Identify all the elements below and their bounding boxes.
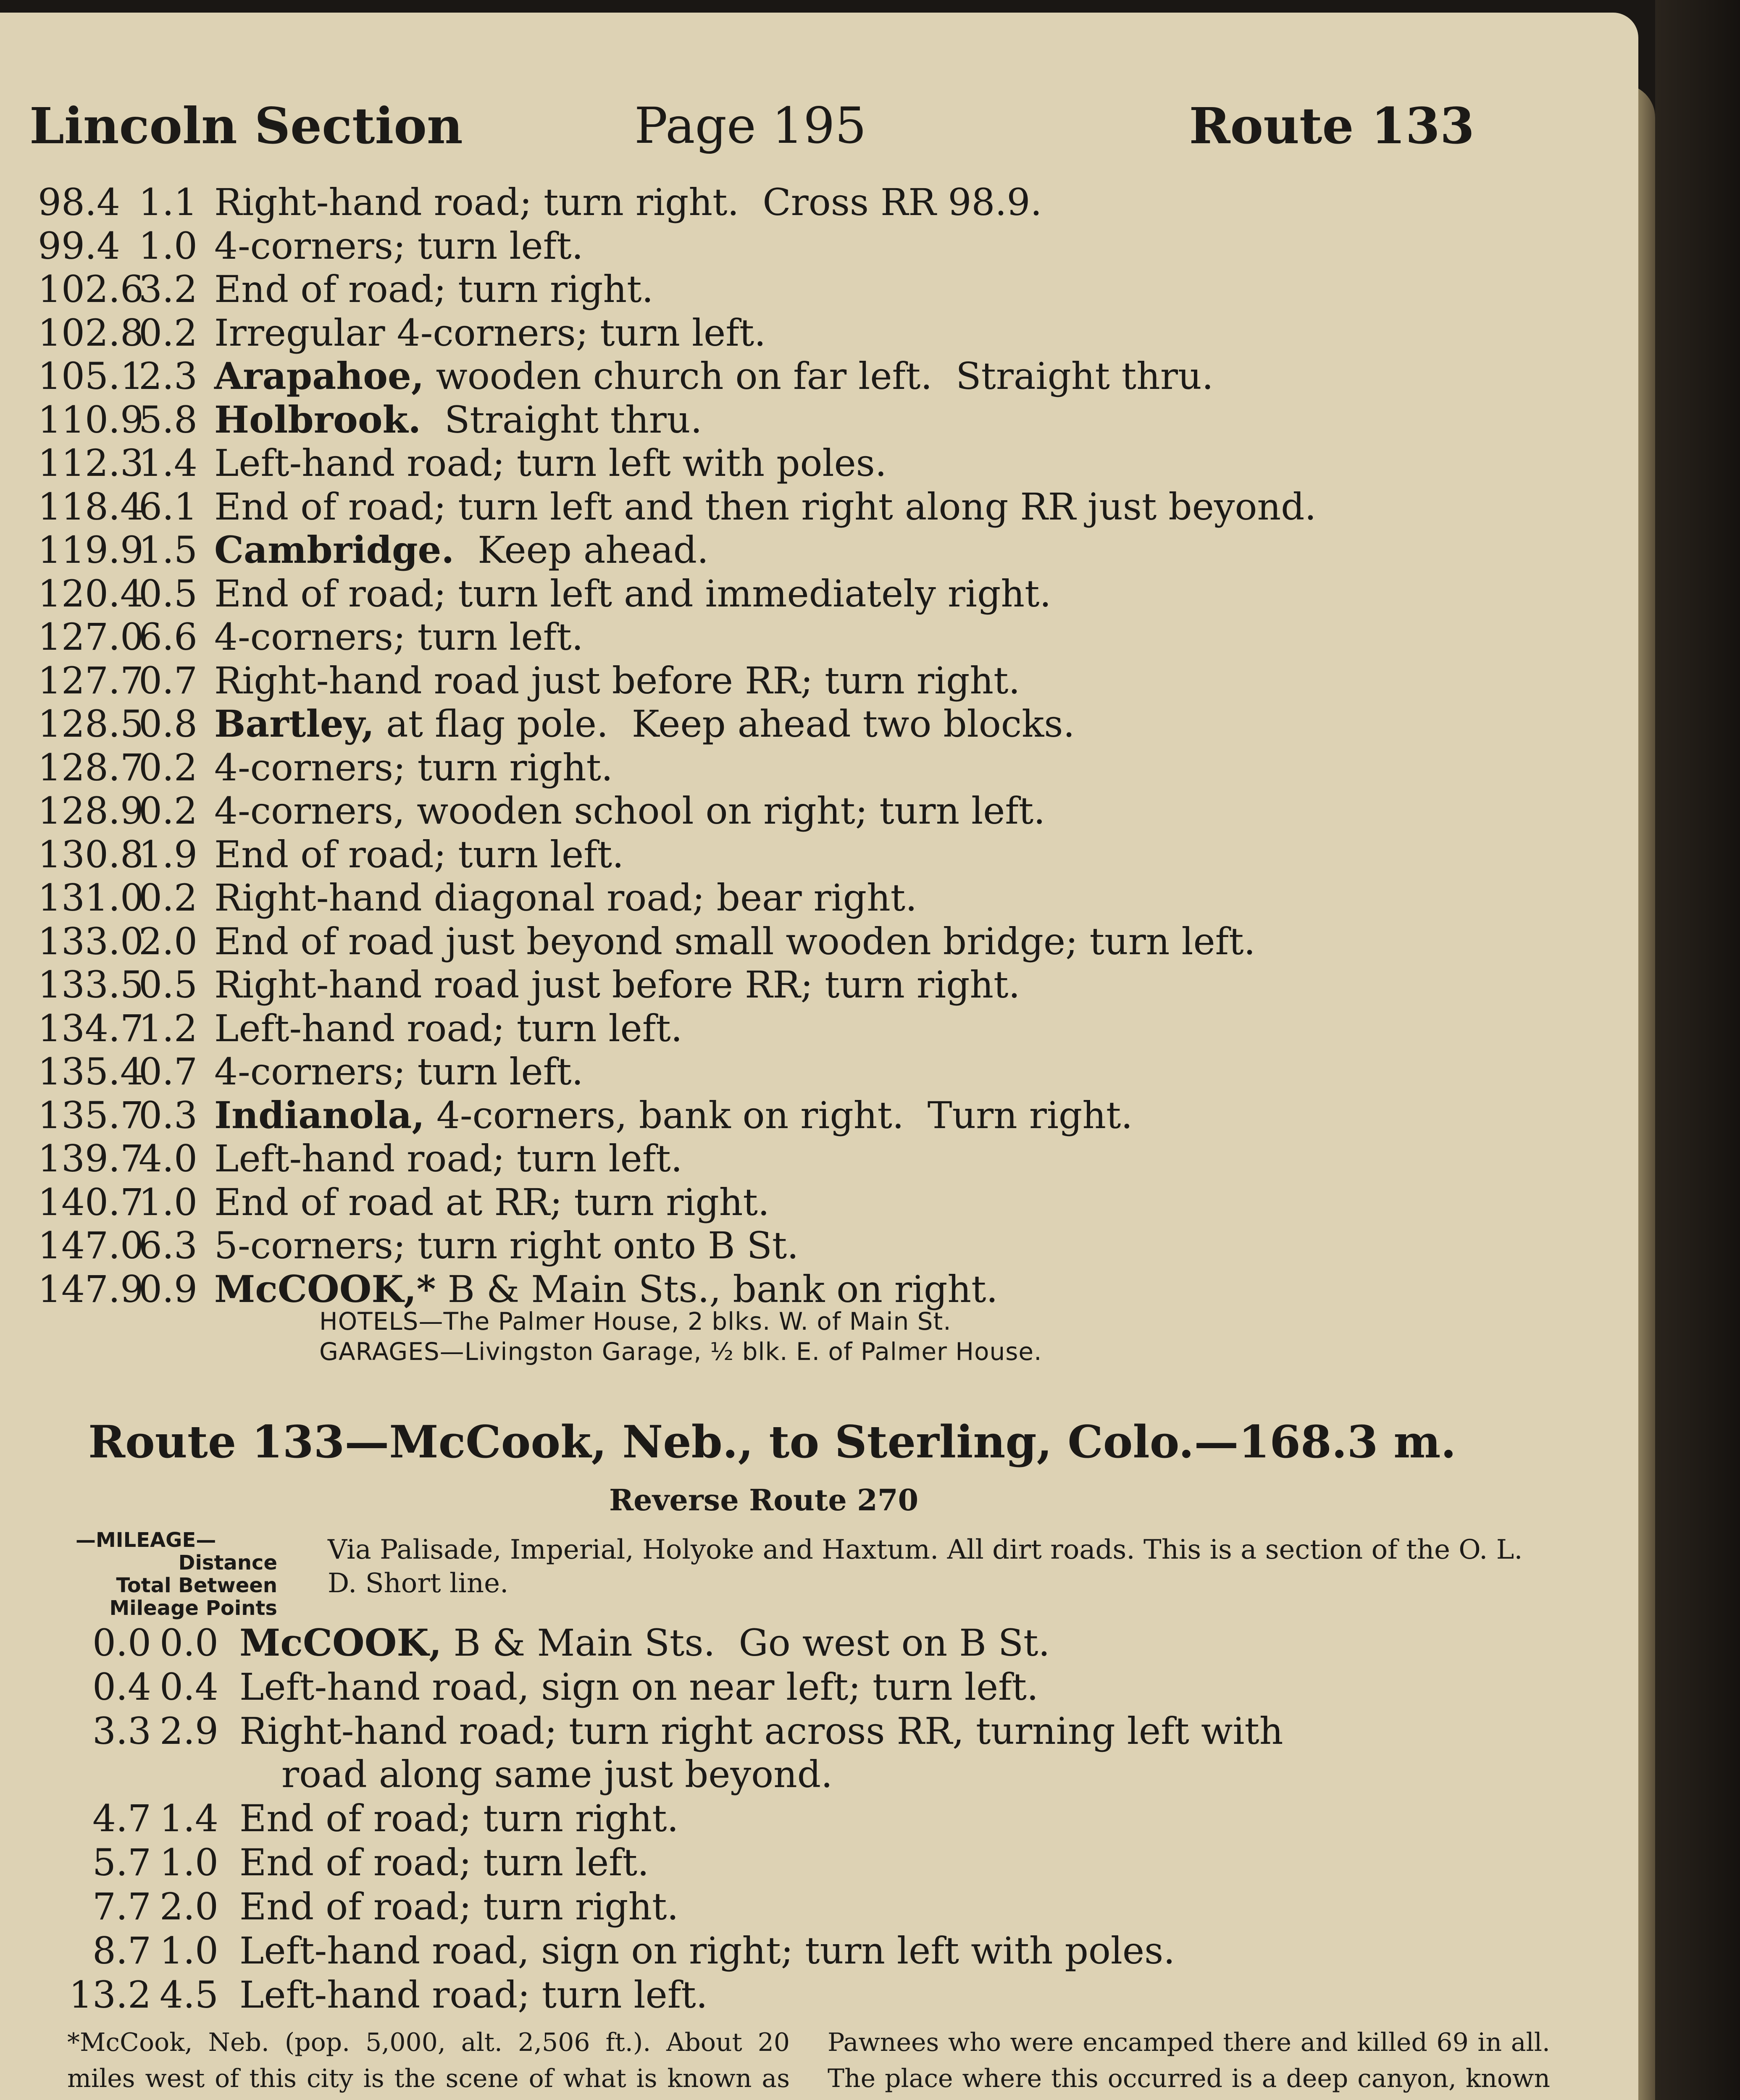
total-mileage: 110.9 — [38, 398, 144, 441]
direction-text: 4-corners, bank on right. Turn right. — [424, 1093, 1133, 1137]
route-line — [38, 659, 1020, 702]
distance-mileage: 0.2 — [139, 311, 197, 354]
total-mileage: 139.7 — [38, 1137, 144, 1180]
route-133-line — [50, 1797, 679, 1840]
distance-mileage: 3.2 — [139, 268, 197, 311]
direction-text: End of road; turn left and then right along RR just beyond. — [214, 485, 1317, 528]
distance-mileage: 1.2 — [139, 1006, 197, 1050]
direction-text: Right-hand road; turn right. Cross RR 98.9. — [214, 181, 1042, 224]
place-name: Bartley, — [214, 702, 375, 746]
direction-continuation: road along same just beyond. — [281, 1753, 833, 1796]
reverse-route: Reverse Route 270 — [609, 1483, 919, 1517]
distance-mileage: 0.4 — [160, 1665, 218, 1709]
total-mileage: 130.8 — [38, 832, 144, 876]
distance-mileage: 0.5 — [139, 572, 197, 615]
direction-text: End of road; turn right. — [239, 1885, 679, 1928]
direction-text: 5-corners; turn right onto B St. — [214, 1224, 799, 1267]
distance-mileage: 6.6 — [139, 615, 197, 659]
total-mileage: 7.7 — [92, 1885, 151, 1928]
route-133-line — [50, 1973, 708, 2016]
direction-text: Left-hand road; turn left. — [214, 1006, 683, 1050]
route-line — [38, 1050, 584, 1093]
place-name: McCOOK, — [239, 1621, 442, 1664]
book-cover-edge — [1655, 0, 1740, 2100]
total-mileage: 5.7 — [92, 1841, 151, 1884]
route-line — [38, 398, 702, 441]
distance-mileage: 0.7 — [139, 1050, 197, 1093]
total-mileage: 128.5 — [38, 702, 144, 746]
route-line — [38, 920, 1256, 963]
place-name: Cambridge. — [214, 528, 455, 572]
direction-text: End of road; turn left and immediately right. — [214, 572, 1051, 615]
route-line — [38, 1181, 770, 1224]
total-mileage: 8.7 — [92, 1929, 151, 1972]
distance-mileage: 1.9 — [139, 832, 197, 876]
direction-text: End of road; turn left. — [239, 1841, 649, 1884]
total-mileage: 140.7 — [38, 1180, 144, 1224]
route-line — [38, 1268, 998, 1311]
route-heading: Route 133—McCook, Neb., to Sterling, Colo.—168.3 m. — [88, 1415, 1456, 1468]
mileage-label: —MILEAGE— — [76, 1528, 216, 1552]
route-line — [38, 572, 1051, 615]
direction-text: B & Main Sts., bank on right. — [436, 1267, 998, 1311]
mileage-points-label: Mileage Points — [109, 1596, 277, 1620]
total-mileage: 135.4 — [38, 1050, 144, 1093]
direction-text: Right-hand road; turn right across RR, turning left with — [239, 1709, 1283, 1753]
distance-mileage: 2.3 — [139, 354, 197, 398]
total-mileage: 119.9 — [38, 528, 144, 572]
total-mileage: 147.9 — [38, 1267, 144, 1311]
total-mileage: 120.4 — [38, 572, 144, 615]
route-description: Via Palisade, Imperial, Holyoke and Haxtum. All dirt roads. This is a section of the O. L. D. Short line. — [328, 1534, 1523, 1599]
route-line — [38, 224, 584, 268]
total-mileage: 127.0 — [38, 615, 144, 659]
direction-text: Left-hand road, sign on right; turn left with poles. — [239, 1929, 1175, 1972]
distance-mileage: 1.5 — [139, 528, 197, 572]
place-name: Indianola, — [214, 1093, 425, 1137]
direction-text: End of road; turn right. — [239, 1797, 679, 1840]
distance-mileage: 1.0 — [139, 1180, 197, 1224]
distance-mileage: 0.2 — [139, 789, 197, 832]
route-133-line — [50, 1621, 1050, 1664]
total-mileage: 98.4 — [38, 181, 120, 224]
direction-text: B & Main Sts. Go west on B St. — [442, 1621, 1050, 1664]
distance-mileage: 0.5 — [139, 963, 197, 1006]
total-mileage: 105.1 — [38, 354, 144, 398]
total-mileage: 3.3 — [92, 1709, 151, 1753]
direction-text: Right-hand road just before RR; turn right. — [214, 659, 1020, 702]
total-mileage: 134.7 — [38, 1006, 144, 1050]
direction-text: 4-corners; turn left. — [214, 615, 584, 659]
route-line — [38, 1094, 1133, 1137]
total-mileage: 147.0 — [38, 1224, 144, 1267]
direction-text: 4-corners, wooden school on right; turn left. — [214, 789, 1046, 832]
section-title: Lincoln Section — [29, 97, 463, 155]
route-line — [38, 268, 654, 311]
distance-mileage: 1.0 — [139, 224, 197, 268]
distance-mileage: 0.8 — [139, 702, 197, 746]
distance-mileage: 2.9 — [160, 1709, 218, 1753]
total-mileage: 128.9 — [38, 789, 144, 832]
route-line — [38, 1224, 799, 1267]
distance-mileage: 0.2 — [139, 746, 197, 789]
total-mileage: 102.6 — [38, 268, 144, 311]
total-mileage: 0.0 — [92, 1621, 151, 1664]
mccook-note-right: Pawnees who were encamped there and killed 69 in all. The place where this occurred is a deep canyon, known — [828, 2028, 1550, 2093]
total-mileage: 133.0 — [38, 919, 144, 963]
distance-mileage: 6.1 — [139, 485, 197, 528]
route-line — [38, 746, 613, 789]
route-line — [38, 354, 1214, 398]
direction-text: Left-hand road, sign on near left; turn left. — [239, 1665, 1038, 1709]
distance-mileage: 2.0 — [139, 919, 197, 963]
route-line — [38, 485, 1316, 528]
total-mileage: 102.8 — [38, 311, 144, 354]
total-mileage: 99.4 — [38, 224, 120, 268]
route-line — [38, 615, 584, 659]
direction-text: End of road just beyond small wooden bridge; turn left. — [214, 919, 1256, 963]
route-line — [38, 1137, 683, 1180]
distance-mileage: 2.0 — [160, 1885, 218, 1928]
distance-mileage: 0.7 — [139, 659, 197, 702]
route-133-line — [50, 1709, 1283, 1796]
total-mileage: 4.7 — [92, 1797, 151, 1840]
distance-mileage: 0.0 — [160, 1621, 218, 1664]
garages-line: GARAGES—Livingston Garage, ½ blk. E. of Palmer House. — [319, 1337, 1042, 1366]
route-line — [38, 833, 624, 876]
direction-text: End of road; turn left. — [214, 832, 624, 876]
route-line — [38, 441, 887, 485]
total-mileage: 135.7 — [38, 1093, 144, 1137]
direction-text: Left-hand road; turn left. — [214, 1137, 683, 1180]
mileage-legend — [59, 1529, 277, 1620]
distance-mileage: 4.0 — [139, 1137, 197, 1180]
direction-text: Straight thru. — [421, 398, 702, 441]
direction-text: 4-corners; turn left. — [214, 224, 584, 268]
total-mileage: 128.7 — [38, 746, 144, 789]
direction-text: 4-corners; turn right. — [214, 746, 613, 789]
distance-mileage: 5.8 — [139, 398, 197, 441]
direction-text: wooden church on far left. Straight thru. — [424, 354, 1214, 398]
route-line — [38, 1007, 683, 1050]
distance-mileage: 6.3 — [139, 1224, 197, 1267]
route-number: Route 133 — [1189, 97, 1475, 155]
distance-mileage: 0.2 — [139, 876, 197, 919]
distance-mileage: 1.0 — [160, 1841, 218, 1884]
distance-mileage: 0.3 — [139, 1093, 197, 1137]
page-header — [29, 97, 1475, 164]
direction-text: Right-hand diagonal road; bear right. — [214, 876, 917, 919]
direction-text: at flag pole. Keep ahead two blocks. — [374, 702, 1075, 746]
route-line — [38, 789, 1045, 832]
route-line — [38, 963, 1020, 1006]
direction-text: Irregular 4-corners; turn left. — [214, 311, 766, 354]
place-name: Arapahoe, — [214, 354, 424, 398]
total-mileage: 0.4 — [92, 1665, 151, 1709]
direction-text: Left-hand road; turn left with poles. — [214, 441, 887, 485]
place-name: McCOOK,* — [214, 1267, 436, 1311]
total-mileage: 133.5 — [38, 963, 144, 1006]
distance-mileage: 1.4 — [139, 441, 197, 485]
total-mileage: 112.3 — [38, 441, 144, 485]
page-number: Page 195 — [634, 97, 867, 155]
hotels-line: HOTELS—The Palmer House, 2 blks. W. of Main St. — [319, 1307, 951, 1336]
route-line — [38, 528, 709, 572]
total-mileage: 118.4 — [38, 485, 144, 528]
route-133-line — [50, 1841, 649, 1884]
route-line — [38, 702, 1075, 746]
total-mileage: 131.0 — [38, 876, 144, 919]
place-name: Holbrook. — [214, 397, 421, 441]
distance-mileage: 1.1 — [139, 181, 197, 224]
route-line — [38, 311, 766, 354]
route-133-line — [50, 1885, 679, 1928]
route-line — [38, 181, 1042, 224]
route-133-line — [50, 1929, 1175, 1972]
book-page — [0, 13, 1638, 2100]
route-133-line — [50, 1665, 1038, 1709]
distance-mileage: 4.5 — [160, 1973, 218, 2016]
direction-text: End of road at RR; turn right. — [214, 1180, 770, 1224]
direction-text: 4-corners; turn left. — [214, 1050, 584, 1093]
distance-mileage: 1.4 — [160, 1797, 218, 1840]
direction-text: Keep ahead. — [454, 528, 709, 572]
route-line — [38, 876, 917, 919]
hotels-garages-info — [319, 1306, 1042, 1367]
total-mileage: 127.7 — [38, 659, 144, 702]
total-between-label: Total Between — [116, 1574, 277, 1597]
direction-text: Right-hand road just before RR; turn right. — [214, 963, 1020, 1006]
total-mileage: 13.2 — [69, 1973, 151, 2016]
direction-text: Left-hand road; turn left. — [239, 1973, 708, 2016]
direction-text: End of road; turn right. — [214, 268, 654, 311]
distance-mileage: 0.9 — [139, 1267, 197, 1311]
distance-label: Distance — [178, 1551, 277, 1575]
mccook-note-left: *McCook, Neb. (pop. 5,000, alt. 2,506 ft.). About 20 miles west of this city is the scene of what is known as — [67, 2028, 790, 2093]
distance-mileage: 1.0 — [160, 1929, 218, 1972]
